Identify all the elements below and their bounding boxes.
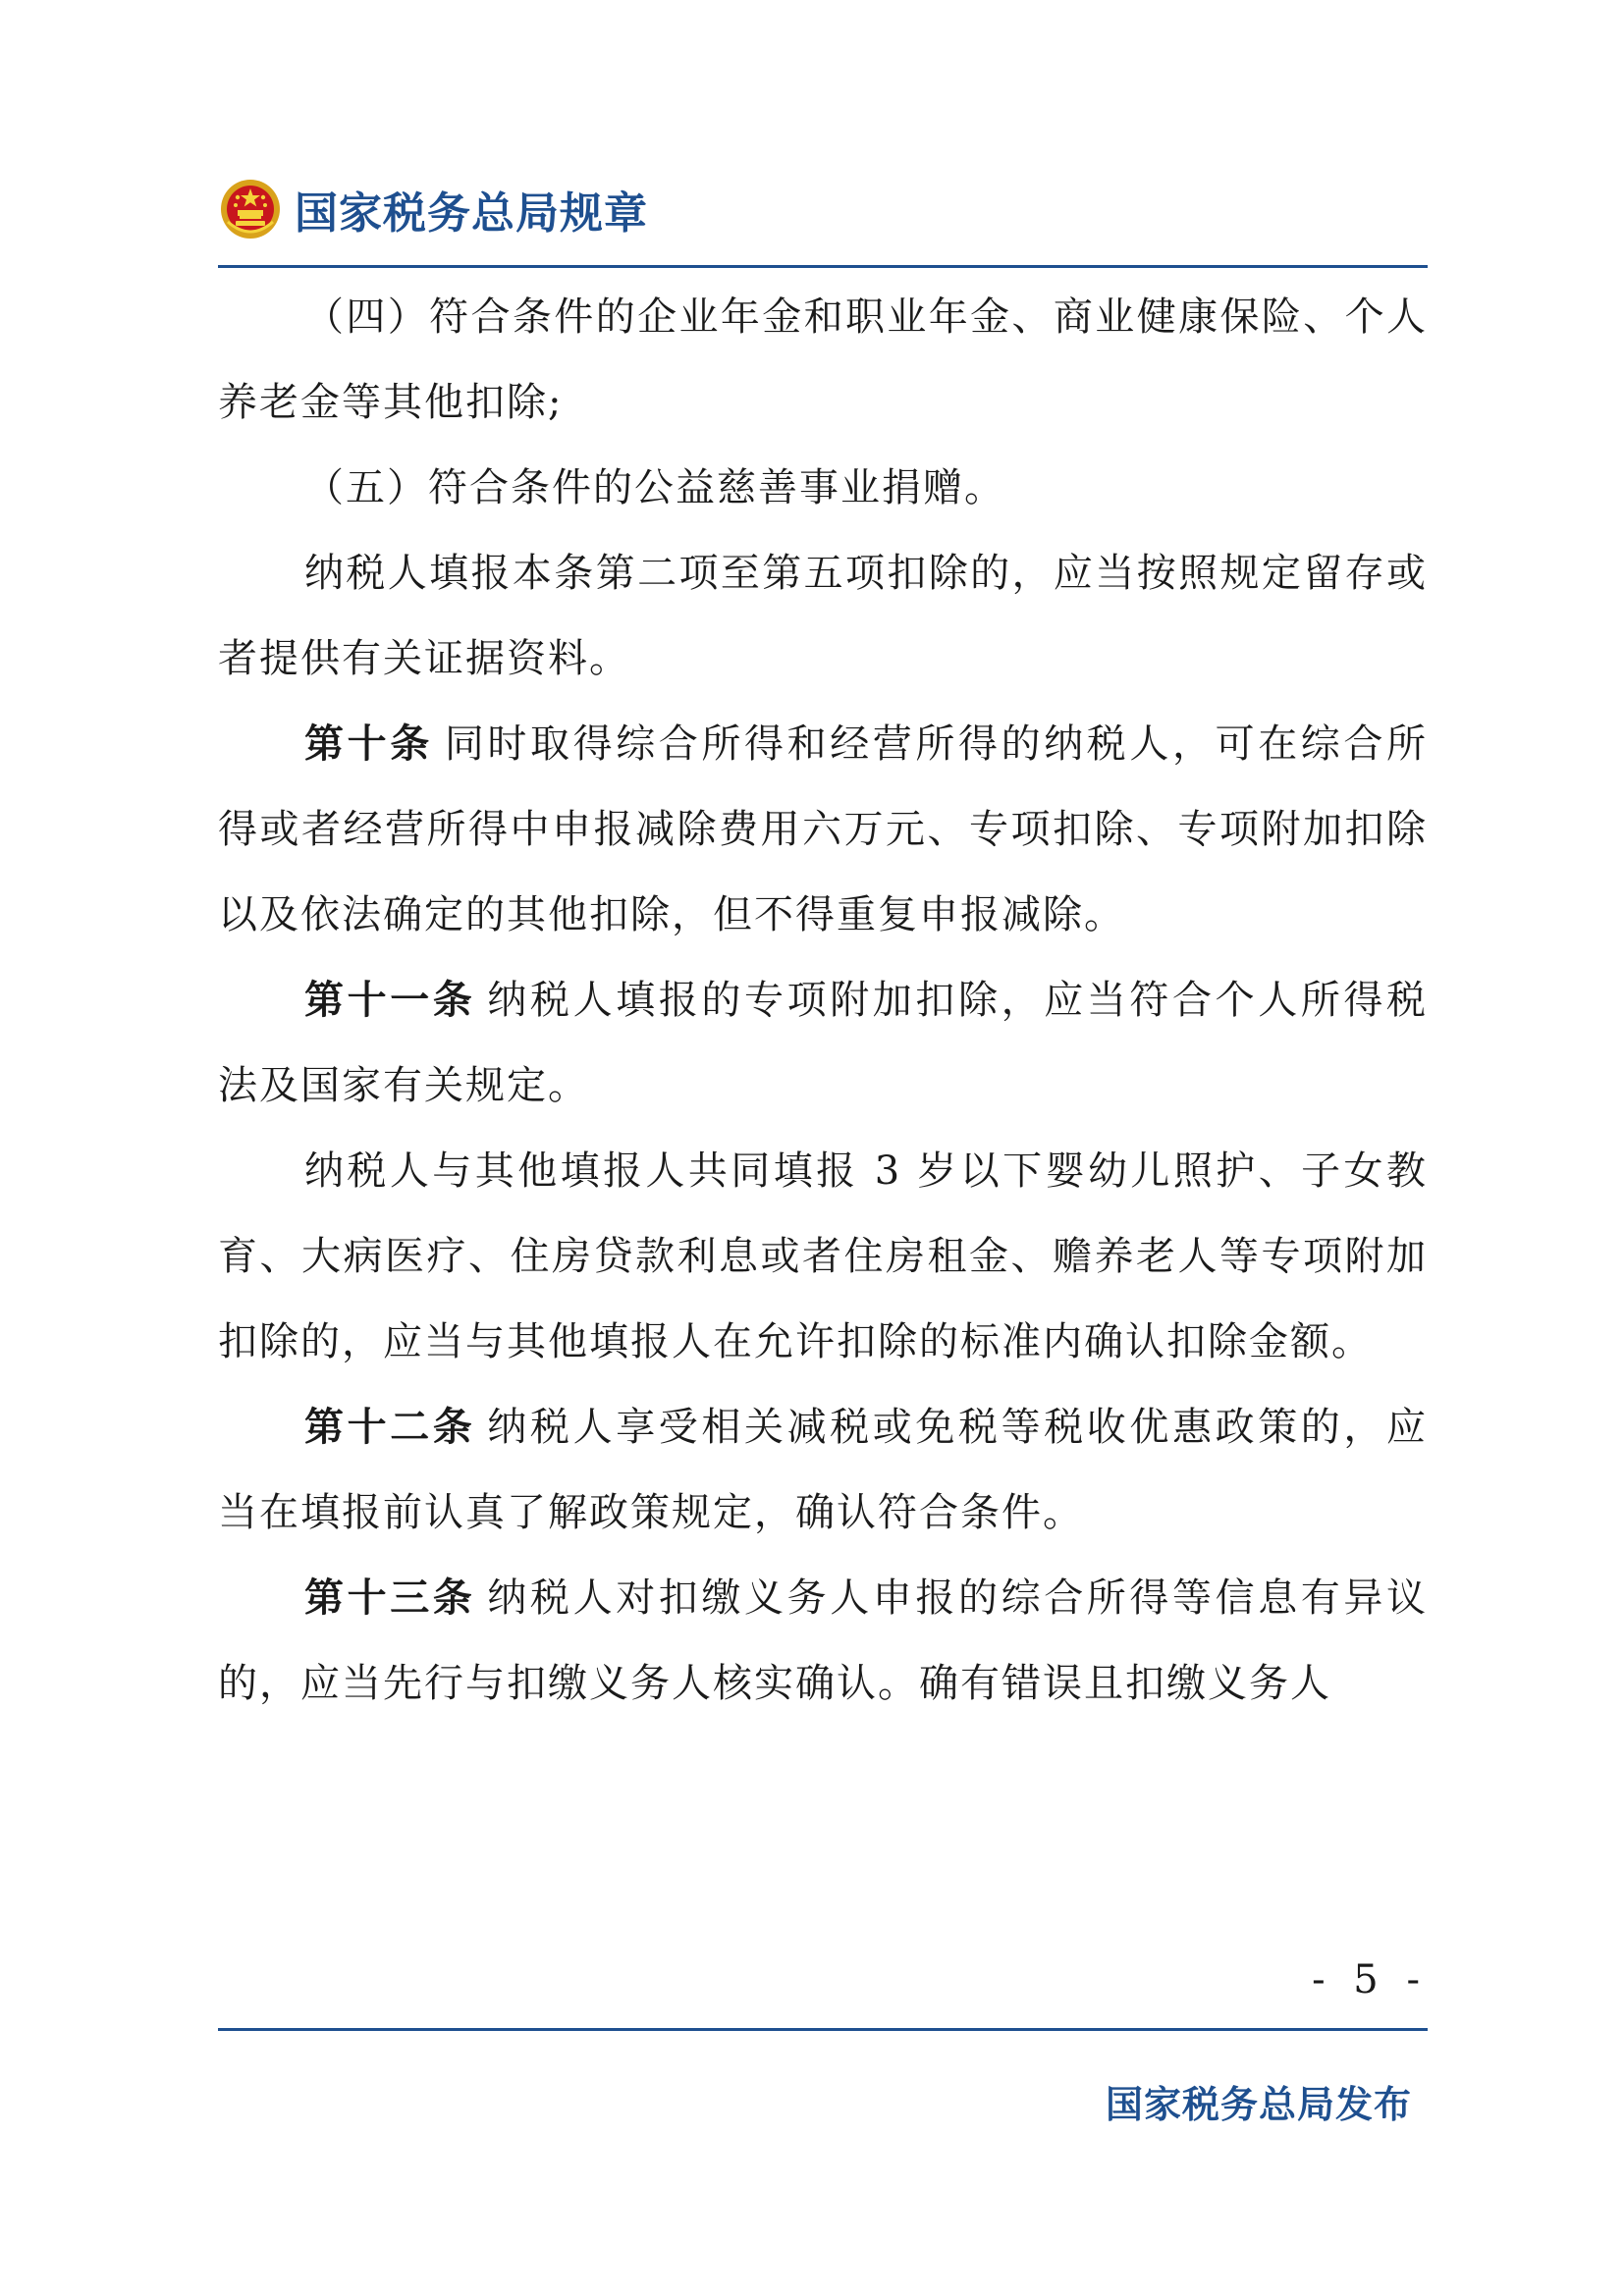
- paragraph-text: 纳税人对扣缴义务人申报的综合所得等信息有异议的，应当先行与扣缴义务人核实确认。确有错误且扣缴义务人: [218, 1575, 1429, 1706]
- paragraph-text: 纳税人享受相关减税或免税等税收优惠政策的，应当在填报前认真了解政策规定，确认符合条件。: [218, 1405, 1429, 1535]
- paragraph-item-5: [218, 446, 1428, 531]
- national-emblem-icon: [218, 177, 283, 241]
- article-label: 第十条: [304, 721, 433, 767]
- footer-divider: [218, 2028, 1428, 2031]
- footer-publisher: 国家税务总局发布: [1105, 2083, 1412, 2126]
- paragraph-joint-filing: [218, 1129, 1428, 1385]
- paragraph-text: 纳税人与其他填报人共同填报 3 岁以下婴幼儿照护、子女教育、大病医疗、住房贷款利息或者住房租金、赡养老人等专项附加扣除的，应当与其他填报人在允许扣除的标准内确认扣除金额。: [218, 1148, 1428, 1364]
- page-number: - 5 -: [1312, 1957, 1428, 2002]
- article-label: 第十二条: [304, 1405, 476, 1450]
- article-10: [218, 702, 1428, 958]
- paragraph-text: 纳税人填报的专项附加扣除，应当符合个人所得税法及国家有关规定。: [218, 978, 1429, 1108]
- document-body: [218, 275, 1428, 1727]
- paragraph-text: （五）符合条件的公益慈善事业捐赠。: [304, 465, 1005, 510]
- document-header: [218, 175, 648, 243]
- header-title: 国家税务总局规章: [295, 188, 648, 239]
- article-label: 第十一条: [304, 978, 476, 1023]
- article-label: 第十三条: [304, 1575, 476, 1621]
- paragraph-text: （四）符合条件的企业年金和职业年金、商业健康保险、个人养老金等其他扣除;: [218, 294, 1428, 425]
- article-13: [218, 1556, 1428, 1727]
- paragraph-text: 纳税人填报本条第二项至第五项扣除的，应当按照规定留存或者提供有关证据资料。: [218, 551, 1428, 681]
- paragraph-item-4: [218, 275, 1428, 446]
- paragraph-evidence: [218, 531, 1428, 702]
- header-divider: [218, 265, 1428, 268]
- paragraph-text: 同时取得综合所得和经营所得的纳税人，可在综合所得或者经营所得中申报减除费用六万元、专项扣除、专项附加扣除以及依法确定的其他扣除，但不得重复申报减除。: [218, 721, 1429, 937]
- article-12: [218, 1385, 1428, 1556]
- article-11: [218, 958, 1428, 1129]
